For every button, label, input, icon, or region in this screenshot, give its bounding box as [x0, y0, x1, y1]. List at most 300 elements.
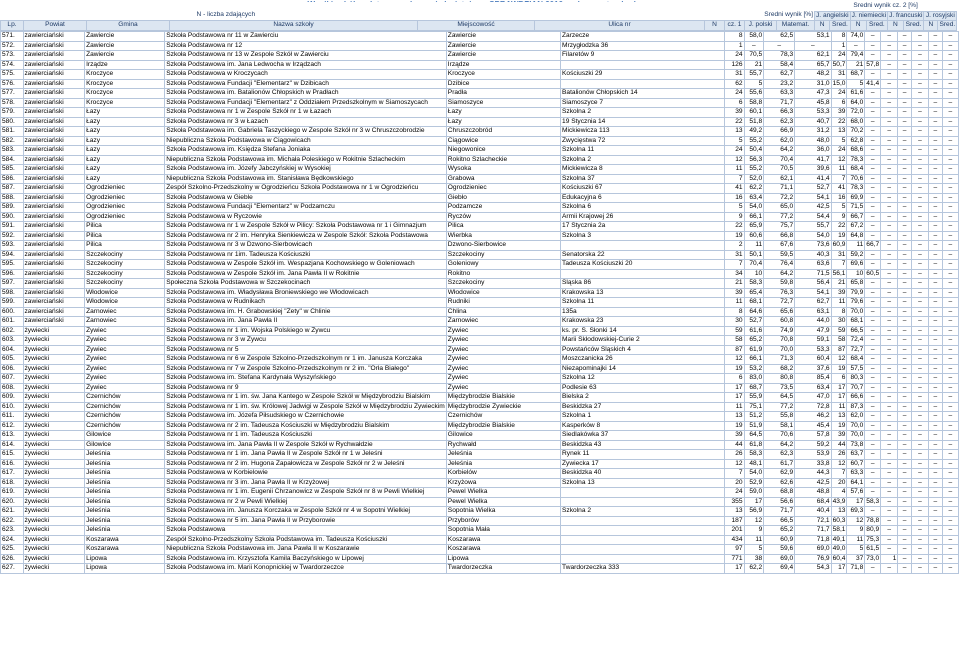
- cell-ru-n: –: [929, 326, 943, 336]
- cell-ru-avg: –: [942, 564, 958, 574]
- table-row: [1, 136, 959, 146]
- cell-fr-n: –: [898, 79, 912, 89]
- cell-lp: 571.: [1, 32, 24, 42]
- cell-lp: 622.: [1, 516, 24, 526]
- cell-fr-avg: –: [911, 402, 928, 412]
- cell-lp: 611.: [1, 412, 24, 422]
- cell-street: [561, 269, 725, 279]
- cell-en-n: 11: [831, 165, 847, 175]
- cell-n: 12: [724, 155, 744, 165]
- cell-lp: 596.: [1, 269, 24, 279]
- cell-en-avg: 68,4: [847, 355, 865, 365]
- cell-ru-avg: –: [942, 108, 958, 118]
- cell-powiat: żywiecki: [23, 516, 85, 526]
- cell-gmina: Jeleśnia: [85, 488, 165, 498]
- cell-n: 201: [724, 526, 744, 536]
- cell-en-n: 13: [831, 127, 847, 137]
- n-students-label: N - liczba zdających: [1, 11, 705, 21]
- cell-n: 17: [724, 564, 744, 574]
- cell-school-name: Szkoła Podstawowa nr 13 w Zespole Szkół w Zawierciu: [165, 51, 447, 61]
- cell-part1: 64,5: [744, 431, 764, 441]
- cell-math: 40,3: [795, 250, 831, 260]
- cell-part1: 49,2: [744, 127, 764, 137]
- cell-math: 63,4: [795, 383, 831, 393]
- cell-de-n: –: [865, 469, 881, 479]
- cell-gmina: Szczekociny: [85, 279, 165, 289]
- cell-part1: 12: [744, 516, 764, 526]
- cell-gmina: Ogrodzieniec: [85, 193, 165, 203]
- cell-de-avg: –: [881, 478, 898, 488]
- cell-ru-n: –: [929, 298, 943, 308]
- table-row: [1, 421, 959, 431]
- cell-gmina: Jeleśnia: [85, 478, 165, 488]
- cell-fr-n: –: [898, 32, 912, 42]
- cell-math: 46,2: [795, 412, 831, 422]
- cell-fr-avg: –: [911, 355, 928, 365]
- cell-en-avg: 87,3: [847, 402, 865, 412]
- cell-fr-avg: –: [911, 212, 928, 222]
- cell-math: 37,6: [795, 364, 831, 374]
- table-row: [1, 326, 959, 336]
- cell-polish: 64,2: [764, 440, 795, 450]
- cell-powiat: żywiecki: [23, 545, 85, 555]
- cell-fr-avg: –: [911, 307, 928, 317]
- cell-de-n: –: [865, 450, 881, 460]
- cell-school-name: Szkoła Podstawowa im. Jana Pawła II: [165, 317, 447, 327]
- cell-de-n: –: [865, 336, 881, 346]
- cell-ru-avg: –: [942, 374, 958, 384]
- column-header-school-name: Nazwa szkoły: [170, 21, 418, 31]
- cell-powiat: żywiecki: [23, 374, 85, 384]
- cell-fr-n: –: [898, 507, 912, 517]
- cell-ru-n: –: [929, 554, 943, 564]
- cell-de-n: –: [865, 326, 881, 336]
- cell-ru-n: –: [929, 478, 943, 488]
- cell-polish: 62,6: [764, 478, 795, 488]
- cell-part1: 55,2: [744, 136, 764, 146]
- cell-ru-avg: –: [942, 231, 958, 241]
- cell-lp: 602.: [1, 326, 24, 336]
- cell-town: Szczekociny: [446, 279, 560, 289]
- cell-fr-avg: –: [911, 279, 928, 289]
- cell-street: Siedlakówka 37: [561, 431, 725, 441]
- cell-fr-avg: –: [911, 51, 928, 61]
- cell-ru-n: –: [929, 507, 943, 517]
- cell-gmina: Łazy: [85, 108, 165, 118]
- cell-gmina: Łazy: [85, 146, 165, 156]
- cell-powiat: zawierciański: [23, 260, 85, 270]
- cell-polish: 72,2: [764, 193, 795, 203]
- cell-de-avg: –: [881, 279, 898, 289]
- cell-n: 58: [724, 336, 744, 346]
- column-header-lp: Lp.: [1, 21, 24, 31]
- cell-town: Łazy: [446, 117, 560, 127]
- cell-street: [561, 545, 725, 555]
- cell-en-n: 26: [831, 450, 847, 460]
- cell-fr-n: –: [898, 269, 912, 279]
- cell-lp: 574.: [1, 60, 24, 70]
- cell-ru-n: –: [929, 70, 943, 80]
- cell-fr-avg: –: [911, 98, 928, 108]
- cell-school-name: Szkoła Podstawowa nr 1 w Zespole Szkół nr 1 w Łazach: [165, 108, 447, 118]
- cell-fr-avg: –: [911, 32, 928, 42]
- cell-school-name: Szkoła Podstawowa w Rudnikach: [165, 298, 447, 308]
- cell-gmina: Czernichów: [85, 402, 165, 412]
- cell-town: Podzamcze: [446, 203, 560, 213]
- cell-ru-avg: –: [942, 41, 958, 51]
- cell-de-n: 80,9: [866, 526, 880, 533]
- cell-gmina: Ogrodzieniec: [85, 212, 165, 222]
- avg-result-label: Średni wynik [%]: [705, 11, 815, 21]
- cell-powiat: zawierciański: [23, 317, 85, 327]
- cell-street: 17 Stycznia 2a: [561, 222, 725, 232]
- cell-gmina: Pilica: [85, 241, 165, 251]
- cell-de-avg: –: [881, 440, 898, 450]
- cell-powiat: żywiecki: [23, 326, 85, 336]
- table-row: [1, 260, 959, 270]
- cell-en-avg: 10: [847, 269, 865, 279]
- cell-math: 47,3: [795, 89, 831, 99]
- cell-n: 24: [724, 51, 744, 61]
- cell-town: Pradła: [446, 89, 560, 99]
- cell-en-n: 12: [831, 155, 847, 165]
- cell-street: Szkolna 1: [561, 412, 725, 422]
- cell-polish: 59,8: [764, 279, 795, 289]
- cell-math: 53,3: [795, 108, 831, 118]
- cell-fr-n: –: [898, 488, 912, 498]
- table-row: [1, 60, 959, 70]
- cell-street: Szkolna 2: [561, 108, 725, 118]
- cell-town: Żywiec: [446, 383, 560, 393]
- cell-math: 72,1: [795, 516, 831, 526]
- cell-de-n: –: [865, 212, 881, 222]
- column-header-ru-n: N: [924, 21, 938, 31]
- cell-fr-n: –: [898, 51, 912, 61]
- cell-gmina: Jeleśnia: [85, 497, 165, 507]
- cell-town: Twardorzeczka: [446, 564, 560, 574]
- cell-part1: 10: [744, 269, 764, 279]
- cell-powiat: zawierciański: [23, 117, 85, 127]
- cell-en-avg: 61,6: [847, 89, 865, 99]
- cell-n: 7: [724, 260, 744, 270]
- cell-en-avg: 68,6: [847, 146, 865, 156]
- cell-fr-avg: –: [911, 545, 928, 555]
- cell-lp: 589.: [1, 203, 24, 213]
- cell-street: [561, 535, 725, 545]
- cell-n: 2: [724, 241, 744, 251]
- cell-en-n: 4: [831, 488, 847, 498]
- cell-powiat: zawierciański: [23, 127, 85, 137]
- cell-town: Zawiercie: [446, 51, 560, 61]
- cell-school-name: Szkoła Podstawowa nr 2 im. Tadeusza Kościuszki w Międzybrodziu Bialskim: [165, 421, 447, 431]
- cell-ru-avg: –: [942, 440, 958, 450]
- cell-lp: 583.: [1, 146, 24, 156]
- cell-school-name: Szkoła Podstawowa im. Janusza Korczaka w Zespole Szkół nr 4 w Sopotni Wielkiej: [165, 507, 447, 517]
- cell-polish: 70,4: [764, 155, 795, 165]
- cell-n: 12: [724, 459, 744, 469]
- cell-en-n: 13: [831, 412, 847, 422]
- cell-en-n: 19: [831, 364, 847, 374]
- cell-lp: 614.: [1, 440, 24, 450]
- cell-en-n: 12: [831, 459, 847, 469]
- cell-school-name: Szkoła Podstawowa nr 5 im. Jana Pawła II w Przyborowie: [165, 516, 447, 526]
- cell-de-n: 78,8: [866, 516, 880, 524]
- cell-lp: 587.: [1, 184, 24, 194]
- cell-en-avg: 57,6: [847, 488, 865, 498]
- cell-ru-avg: –: [942, 545, 958, 555]
- cell-polish: 61,7: [764, 459, 795, 469]
- cell-fr-n: –: [898, 212, 912, 222]
- cell-de-avg: –: [881, 336, 898, 346]
- cell-school-name: Szkoła Podstawowa im. Józefa Piłsudskiego w Czernichowie: [165, 412, 447, 422]
- cell-de-n: –: [865, 431, 881, 441]
- cell-fr-avg: –: [911, 193, 928, 203]
- cell-fr-n: –: [898, 117, 912, 127]
- cell-de-n: –: [865, 393, 881, 403]
- cell-polish: 77,2: [764, 402, 795, 412]
- cell-polish: 70,6: [764, 431, 795, 441]
- cell-fr-n: –: [898, 165, 912, 175]
- table-row: [1, 193, 959, 203]
- cell-de-n: –: [865, 260, 881, 270]
- cell-ru-avg: –: [942, 469, 958, 479]
- cell-n: 187: [724, 516, 744, 526]
- cell-powiat: żywiecki: [23, 478, 85, 488]
- cell-en-n: 15,0: [832, 79, 846, 87]
- cell-part1: 50,4: [744, 146, 764, 156]
- cell-lp: 585.: [1, 165, 24, 175]
- cell-fr-n: –: [898, 279, 912, 289]
- cell-fr-avg: –: [911, 260, 928, 270]
- cell-de-n: –: [865, 41, 881, 51]
- cell-en-n: 16: [831, 193, 847, 203]
- cell-n: 5: [724, 203, 744, 213]
- cell-gmina: Żywiec: [85, 383, 165, 393]
- cell-gmina: Lipowa: [85, 554, 165, 564]
- cell-fr-n: –: [898, 402, 912, 412]
- cell-town: Czernichów: [446, 412, 560, 422]
- cell-fr-n: –: [898, 478, 912, 488]
- cell-street: Krakowska 23: [561, 317, 725, 327]
- cell-en-avg: 69,6: [847, 260, 865, 270]
- cell-de-avg: –: [881, 60, 898, 70]
- cell-powiat: zawierciański: [23, 79, 85, 89]
- cell-en-avg: 11: [847, 241, 865, 251]
- results-table: [0, 31, 959, 574]
- cell-street: Krakowska 13: [561, 288, 725, 298]
- cell-ru-avg: –: [942, 60, 958, 70]
- cell-math: 31,0: [795, 79, 831, 89]
- cell-lp: 580.: [1, 117, 24, 127]
- cell-n: 13: [724, 412, 744, 422]
- cell-en-avg: 78,3: [847, 184, 865, 194]
- cell-de-n: –: [865, 402, 881, 412]
- cell-lp: 594.: [1, 250, 24, 260]
- cell-town: Koszarawa: [446, 545, 560, 555]
- cell-fr-n: –: [898, 469, 912, 479]
- cell-street: Żywiecka 17: [561, 459, 725, 469]
- cell-ru-n: –: [929, 193, 943, 203]
- cell-de-n: –: [865, 412, 881, 422]
- cell-ru-n: –: [929, 535, 943, 545]
- cell-part1: 52,7: [744, 317, 764, 327]
- cell-powiat: żywiecki: [23, 497, 85, 507]
- cell-school-name: Szkoła Podstawowa w Zespole Szkół im. Jana Pawła II w Rokitnie: [165, 269, 447, 279]
- cell-street: Tadeusza Kościuszki 20: [561, 260, 725, 270]
- cell-gmina: Koszarawa: [85, 545, 165, 555]
- cell-town: Rudniki: [446, 298, 560, 308]
- cell-n: 19: [724, 364, 744, 374]
- cell-powiat: żywiecki: [23, 402, 85, 412]
- table-row: [1, 459, 959, 469]
- cell-town: Żarnowiec: [446, 317, 560, 327]
- cell-en-n: 19: [831, 421, 847, 431]
- cell-part1: 55,2: [744, 165, 764, 175]
- cell-polish: 60,8: [764, 317, 795, 327]
- cell-fr-avg: –: [911, 70, 928, 80]
- cell-math: 71,8: [795, 535, 831, 545]
- french-header: J. francuski: [889, 11, 923, 19]
- column-header-de-n: N: [850, 21, 866, 31]
- cell-lp: 603.: [1, 336, 24, 346]
- cell-en-n: 41: [831, 184, 847, 194]
- cell-en-n: 87: [831, 345, 847, 355]
- cell-town: Żywiec: [446, 364, 560, 374]
- cell-gmina: Jeleśnia: [85, 469, 165, 479]
- cell-de-n: –: [865, 459, 881, 469]
- cell-n: 39: [724, 288, 744, 298]
- cell-fr-avg: –: [911, 250, 928, 260]
- cell-de-avg: –: [881, 127, 898, 137]
- cell-en-n: 12: [831, 355, 847, 365]
- cell-gmina: Kroczyce: [85, 89, 165, 99]
- cell-town: Gilowice: [446, 431, 560, 441]
- cell-town: Szczekociny: [446, 250, 560, 260]
- cell-en-avg: 78,3: [847, 155, 865, 165]
- cell-en-n: 60,9: [832, 241, 846, 248]
- cell-street: Batalionów Chłopskich 14: [561, 89, 725, 99]
- cell-en-n: 39: [831, 431, 847, 441]
- cell-fr-avg: –: [911, 383, 928, 393]
- cell-de-avg: –: [881, 70, 898, 80]
- cell-part1: 52,9: [744, 478, 764, 488]
- cell-part1: 55,7: [744, 70, 764, 80]
- cell-de-n: –: [865, 127, 881, 137]
- cell-ru-n: –: [929, 383, 943, 393]
- cell-ru-n: –: [929, 516, 943, 526]
- table-row: [1, 241, 959, 251]
- cell-en-avg: 60,7: [847, 459, 865, 469]
- cell-ru-n: –: [929, 412, 943, 422]
- cell-street: Filaretów 9: [561, 51, 725, 61]
- cell-fr-n: –: [898, 450, 912, 460]
- cell-powiat: zawierciański: [23, 231, 85, 241]
- cell-fr-n: –: [898, 184, 912, 194]
- cell-school-name: Szkoła Podstawowa Fundacji "Elementarz" w Podzamczu: [165, 203, 447, 213]
- cell-de-avg: –: [881, 89, 898, 99]
- cell-polish: 66,8: [764, 231, 795, 241]
- cell-fr-n: –: [898, 393, 912, 403]
- cell-de-avg: –: [881, 564, 898, 574]
- cell-ru-avg: –: [942, 184, 958, 194]
- cell-de-n: –: [865, 108, 881, 118]
- cell-powiat: żywiecki: [23, 336, 85, 346]
- cell-polish: 69,4: [764, 564, 795, 574]
- cell-en-avg: 79,6: [847, 298, 865, 308]
- cell-part1: 66,1: [744, 355, 764, 365]
- cell-fr-avg: –: [911, 440, 928, 450]
- cell-fr-n: –: [898, 564, 912, 574]
- cell-ru-avg: –: [942, 203, 958, 213]
- cell-street: Szkolna 3: [561, 231, 725, 241]
- cell-de-n: 75,3: [866, 535, 880, 543]
- cell-school-name: Szkoła Podstawowa nr 1 im. św. Jana Kantego w Zespole Szkół w Międzybrodziu Bialskim: [165, 393, 447, 403]
- cell-en-n: 49,0: [832, 545, 846, 552]
- cell-de-avg: –: [881, 41, 898, 51]
- cell-fr-n: –: [898, 155, 912, 165]
- cell-n: 6: [724, 98, 744, 108]
- cell-fr-n: –: [898, 516, 912, 526]
- cell-ru-n: –: [929, 98, 943, 108]
- cell-fr-n: –: [898, 383, 912, 393]
- cell-part1: 51,8: [744, 117, 764, 127]
- cell-fr-avg: –: [911, 535, 928, 545]
- cell-lp: 588.: [1, 193, 24, 203]
- cell-fr-avg: –: [911, 317, 928, 327]
- cell-math: 62,7: [795, 298, 831, 308]
- cell-en-n: 20: [831, 478, 847, 488]
- cell-de-avg: –: [881, 136, 898, 146]
- cell-powiat: żywiecki: [23, 393, 85, 403]
- cell-ru-n: –: [929, 564, 943, 574]
- cell-lp: 612.: [1, 421, 24, 431]
- cell-n: 20: [724, 478, 744, 488]
- cell-en-n: 6: [831, 374, 847, 384]
- cell-en-n: 7: [831, 260, 847, 270]
- cell-fr-avg: –: [911, 241, 928, 251]
- cell-math: 68,4: [795, 497, 831, 507]
- cell-de-avg: 1: [881, 554, 898, 564]
- cell-town: Grabowa: [446, 174, 560, 184]
- cell-de-avg: –: [881, 469, 898, 479]
- cell-ru-n: –: [929, 89, 943, 99]
- cell-fr-avg: –: [911, 89, 928, 99]
- cell-part1: 55,6: [744, 89, 764, 99]
- cell-town: Jeleśnia: [446, 459, 560, 469]
- cell-fr-n: –: [898, 336, 912, 346]
- cell-n: 9: [724, 212, 744, 222]
- cell-street: Szkolna 13: [561, 478, 725, 488]
- cell-en-avg: 72,4: [847, 336, 865, 346]
- cell-de-n: 61,5: [866, 545, 880, 552]
- cell-lp: 593.: [1, 241, 24, 251]
- cell-town: Międzybrodzie Bialskie: [446, 421, 560, 431]
- cell-n: 41: [724, 184, 744, 194]
- cell-fr-avg: –: [911, 526, 928, 536]
- cell-n: 24: [724, 488, 744, 498]
- cell-ru-n: –: [929, 317, 943, 327]
- column-header-de-avg: Śred.: [866, 21, 887, 31]
- cell-part1: 54,0: [744, 469, 764, 479]
- cell-en-avg: –: [847, 41, 865, 51]
- cell-town: Ogrodzieniec: [446, 184, 560, 194]
- cell-part1: 50,1: [744, 250, 764, 260]
- cell-de-n: –: [865, 184, 881, 194]
- cell-en-avg: 68,0: [847, 117, 865, 127]
- cell-fr-avg: –: [911, 364, 928, 374]
- cell-lp: 623.: [1, 526, 24, 536]
- cell-ru-avg: –: [942, 421, 958, 431]
